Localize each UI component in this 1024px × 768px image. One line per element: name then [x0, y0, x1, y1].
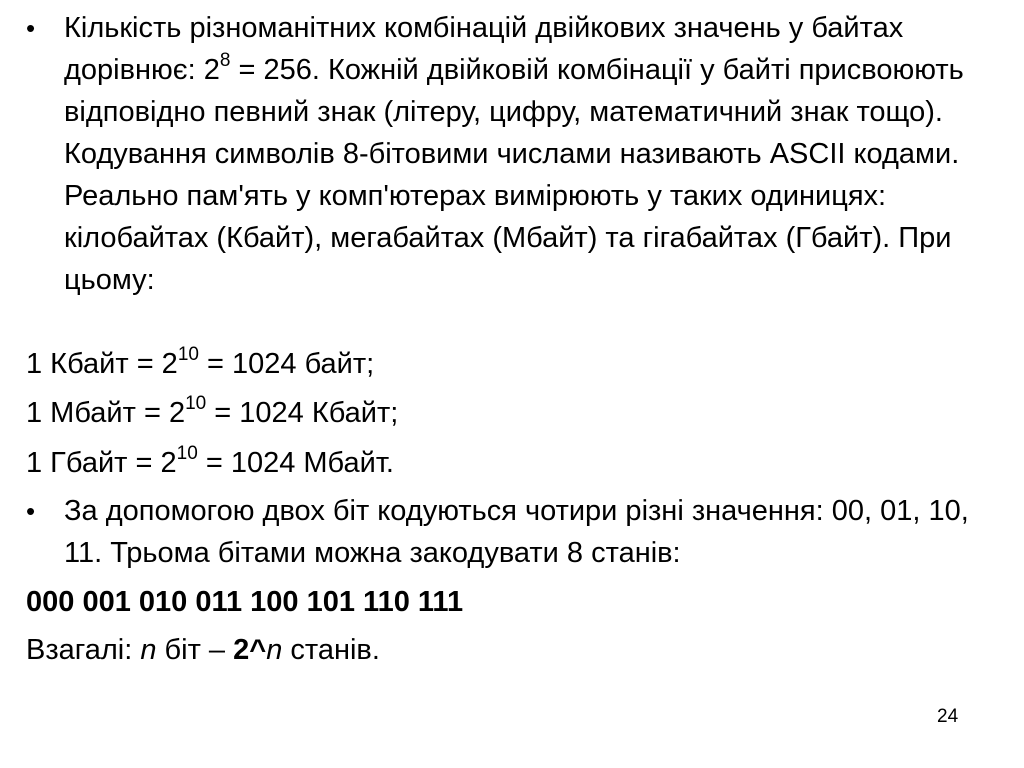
equation-kbyte: [26, 343, 374, 385]
equation-left: 1 Кбайт = 2: [26, 348, 178, 380]
equation-gbyte: [26, 442, 394, 484]
summary-power: 2^: [233, 634, 267, 666]
equation-exponent: 10: [177, 344, 199, 366]
binary-codes-line: 000 001 010 011 100 101 110 111: [26, 586, 464, 618]
bullet-marker: •: [26, 496, 36, 526]
summary-line: [26, 629, 380, 671]
summary-n: n: [140, 634, 157, 666]
equation-right: = 1024 байт;: [198, 348, 375, 380]
superscript-exponent: 8: [219, 50, 231, 72]
summary-n-exponent: n: [266, 634, 283, 666]
summary-prefix: Взагалі:: [26, 634, 141, 666]
bullet-text-part2: = 256. Кожній двійковій комбінації у байті присвоюють відповідно певний знак (літеру, цифру, математичний знак тощо). Кодування символів 8-бітовими числами називають ASCII кодами. Реально пам'ять у комп'ютерах вимірюють у таких одиницях: кілобайтах (Кбайт), мегабайтах (Мбайт) та гігабайтах (Гбайт). При цьому:: [64, 54, 964, 296]
bullet-marker: •: [26, 13, 36, 43]
equation-right: = 1024 Мбайт.: [197, 447, 394, 479]
summary-middle: біт –: [156, 634, 234, 666]
equation-left: 1 Мбайт = 2: [26, 397, 186, 429]
bullet-item-two-bits: [26, 490, 1006, 574]
summary-suffix: станів.: [282, 634, 380, 666]
bullet-text: За допомогою двох біт кодуються чотири різні значення: 00, 01, 10, 11. Трьома бітами можна закодувати 8 станів:: [64, 495, 969, 569]
bullet-text: [64, 7, 1006, 301]
equation-right: = 1024 Кбайт;: [206, 397, 399, 429]
equation-exponent: 10: [185, 393, 207, 415]
equation-mbyte: [26, 392, 398, 434]
bullet-text-part1: Кількість різноманітних комбінацій двійкових значень у байтах дорівнює: 2: [64, 12, 904, 86]
equation-exponent: 10: [176, 443, 198, 465]
page-number: 24: [937, 706, 959, 727]
equation-left: 1 Гбайт = 2: [26, 447, 177, 479]
bullet-item-bytes-combinations: [26, 7, 1006, 301]
